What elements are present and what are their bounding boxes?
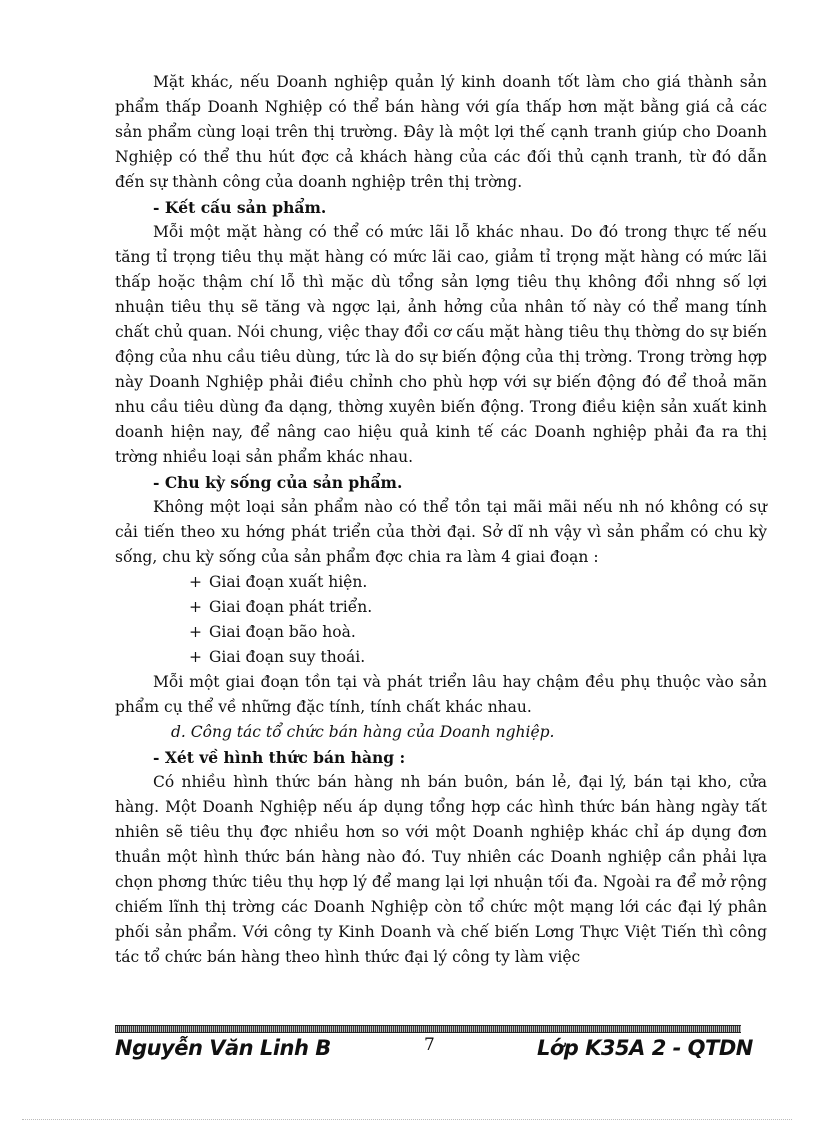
paragraph-sales-form: Có nhiều hình thức bán hàng nh bán buôn, bán lẻ, đại lý, bán tại kho, cửa hàng. Một Doanh Nghiệp nếu áp dụng tổng hợp các hình thức bán hàng ngày tất nhiên sẽ tiêu thụ đợc nhiều hơn so với một Doanh nghiệp khác chỉ áp dụng đơn thuần một hình thức bán hàng nào đó. Tuy nhiên các Doanh nghiệp cần phải lựa chọn phơng thức tiêu thụ hợp lý để mang lại lợi nhuận tối đa. Ngoài ra để mở rộng chiếm lĩnh thị trờng các Doanh Nghiệp còn tổ chức một mạng lới các đại lý phân phối sản phẩm. Với công ty Kinh Doanh và chế biến Lơng Thực Việt Tiến thì công tác tổ chức bán hàng theo hình thức đại lý công ty làm việc: [115, 773, 767, 966]
heading-product-lifecycle: - Chu kỳ sống của sản phẩm.: [153, 473, 403, 492]
bullet-marker: +: [189, 648, 202, 666]
subheading-sales-organization: d. Công tác tổ chức bán hàng của Doanh nghiệp.: [171, 723, 555, 741]
list-item: [115, 645, 767, 670]
page-number: 7: [424, 1035, 435, 1055]
bullet-marker: +: [189, 598, 202, 616]
paragraph-competitive-advantage: Mặt khác, nếu Doanh nghiệp quản lý kinh doanh tốt làm cho giá thành sản phẩm thấp Doanh Nghiệp có thể bán hàng với gía thấp hơn mặt bằng giá cả các sản phẩm cùng loại trên thị trường. Đây là một lợi thế cạnh tranh giúp cho Doanh Nghiệp có thể thu hút đợc cả khách hàng của các đối thủ cạnh tranh, từ đó dẫn đến sự thành công của doanh nghiệp trên thị trờng.: [115, 73, 767, 191]
bullet-marker: +: [189, 573, 202, 591]
page-bottom-border: [22, 1119, 792, 1120]
stage-label: Giai đoạn xuất hiện.: [209, 573, 368, 591]
bullet-marker: +: [189, 623, 202, 641]
list-item: [115, 620, 767, 645]
paragraph-product-structure: Mỗi một mặt hàng có thể có mức lãi lỗ khác nhau. Do đó trong thực tế nếu tăng tỉ trọng tiêu thụ mặt hàng có mức lãi cao, giảm tỉ trọng mặt hàng có mức lãi thấp hoặc thậm chí lỗ thì mặc dù tổng sản lợng tiêu thụ không đổi nhng số lợi nhuận tiêu thụ sẽ tăng và ngợc lại, ảnh hởng của nhân tố này có thể mang tính chất chủ quan. Nói chung, việc thay đổi cơ cấu mặt hàng tiêu thụ thờng do sự biến động của nhu cầu tiêu dùng, tức là do sự biến động của thị trờng. Trong trờng hợp này Doanh Nghiệp phải điều chỉnh cho phù hợp với sự biến động đó để thoả mãn nhu cầu tiêu dùng đa dạng, thờng xuyên biến động. Trong điều kiện sản xuất kinh doanh hiện nay, để nâng cao hiệu quả kinh tế các Doanh nghiệp phải đa ra thị trờng nhiều loại sản phẩm khác nhau.: [115, 223, 767, 466]
paragraph-product-lifecycle: Không một loại sản phẩm nào có thể tồn tại mãi mãi nếu nh nó không có sự cải tiến theo xu hớng phát triển của thời đại. Sở dĩ nh vậy vì sản phẩm có chu kỳ sống, chu kỳ sống của sản phẩm đợc chia ra làm 4 giai đoạn :: [115, 498, 767, 566]
list-item: [115, 570, 767, 595]
stage-label: Giai đoạn phát triển.: [209, 598, 373, 616]
lifecycle-stage-list: [115, 570, 767, 670]
stage-label: Giai đoạn bão hoà.: [209, 623, 356, 641]
footer-author: Nguyễn Văn Linh B: [115, 1036, 331, 1060]
stage-label: Giai đoạn suy thoái.: [209, 648, 366, 666]
footer-class-label: Lớp K35A 2 - QTDN: [537, 1036, 753, 1060]
list-item: [115, 595, 767, 620]
heading-sales-form: - Xét về hình thức bán hàng :: [153, 748, 406, 767]
paragraph-stage-duration: Mỗi một giai đoạn tồn tại và phát triển lâu hay chậm đều phụ thuộc vào sản phẩm cụ thể về những đặc tính, tính chất khác nhau.: [115, 673, 767, 716]
footer-divider: [115, 1025, 741, 1033]
body-text: [115, 70, 767, 970]
heading-product-structure: - Kết cấu sản phẩm.: [153, 198, 327, 217]
